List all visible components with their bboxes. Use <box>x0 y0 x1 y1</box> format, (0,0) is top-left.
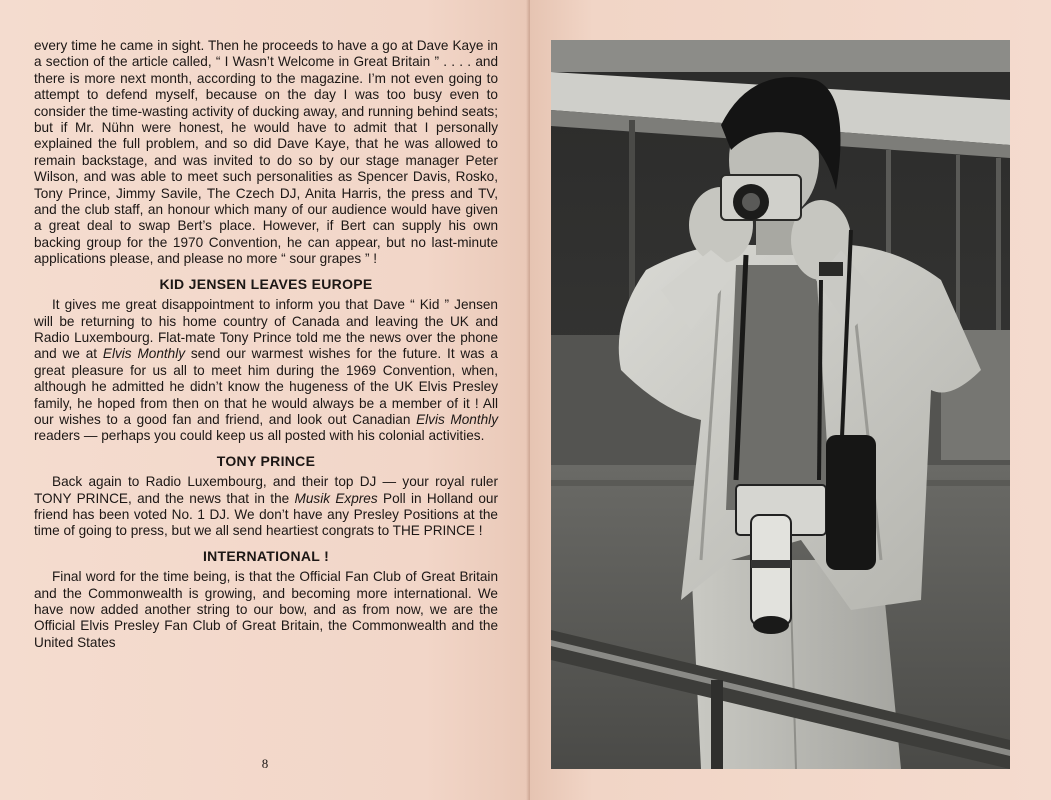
photo-illustration <box>551 40 1010 769</box>
heading-kid-jensen: KID JENSEN LEAVES EUROPE <box>159 275 373 292</box>
magazine-title: Elvis Monthly <box>102 346 186 362</box>
paragraph-kid-jensen: It gives me great disappointment to inform you that Dave “ Kid ” Jensen will be returning to his home country of Canada and leaving the UK and Radio Luxembourg. Flat-mate Tony Prince told me the news over the phone and we at Elvis Monthly send our warmest wishes for the future. It was a great pleasure for us all to meet him during the 1969 Convention, when, although he admitted he didn’t know the hugeness of the UK Elvis Presley family, he hoped from then on that he would always be a member of it ! All our wishes to a good fan and friend, and look out Canadian Elvis Monthly readers — perhaps you could keep us all posted with his colonial activities. <box>34 297 498 444</box>
heading-tony-prince: TONY PRINCE <box>216 452 316 469</box>
paragraph-intro: every time he came in sight. Then he proceeds to have a go at Dave Kaye in a section of the article called, “ I Wasn’t Welcome in Great Britain ” . . . . and there is more next month, according to the magazine. I’m not even going to attempt to defend myself, because on the day I was too busy even to consider the time-wasting activity of ducking away, and running behind seats; but if Mr. Nühn were honest, he would have to admit that I personally explained the full problem, and so did Dave Kaye, that he was allowed to remain backstage, and was invited to do so by our stage manager Peter Wilson, and was able to meet such personalities as Spencer Davis, Rosko, Tony Prince, Jimmy Savile, The Czech DJ, Anita Harris, the press and TV, and the club staff, an honour which many of our audience would have given a great deal to swap Bert’s place. However, if Bert can supply his own backing group for the 1970 Convention, he can appear, but no last-minute applications please, and please no more “ sour grapes ” ! <box>34 38 498 267</box>
magazine-title: Elvis Monthly <box>416 411 498 427</box>
heading-international: INTERNATIONAL ! <box>202 547 330 564</box>
camera-case <box>826 435 876 570</box>
paragraph-tony-prince: Back again to Radio Luxembourg, and their top DJ — your royal ruler TONY PRINCE, and the news that in the Musik Expres Poll in Holland our friend has been voted No. 1 DJ. We don’t have any Presley Positions at the time of going to press, but we all send heartiest congrats to THE PRINCE ! <box>34 474 498 539</box>
article-text-column <box>34 38 498 651</box>
page-number: 8 <box>261 756 269 771</box>
paragraph-international: Final word for the time being, is that the Official Fan Club of Great Britain and the Commonwealth is growing, and becoming more international. We have now added another string to our bow, and as from now, we are the Official Elvis Presley Fan Club of Great Britain, the Commonwealth and the United States <box>34 569 498 650</box>
photograph <box>551 40 1010 769</box>
poll-name: Musik Expres <box>294 490 378 506</box>
